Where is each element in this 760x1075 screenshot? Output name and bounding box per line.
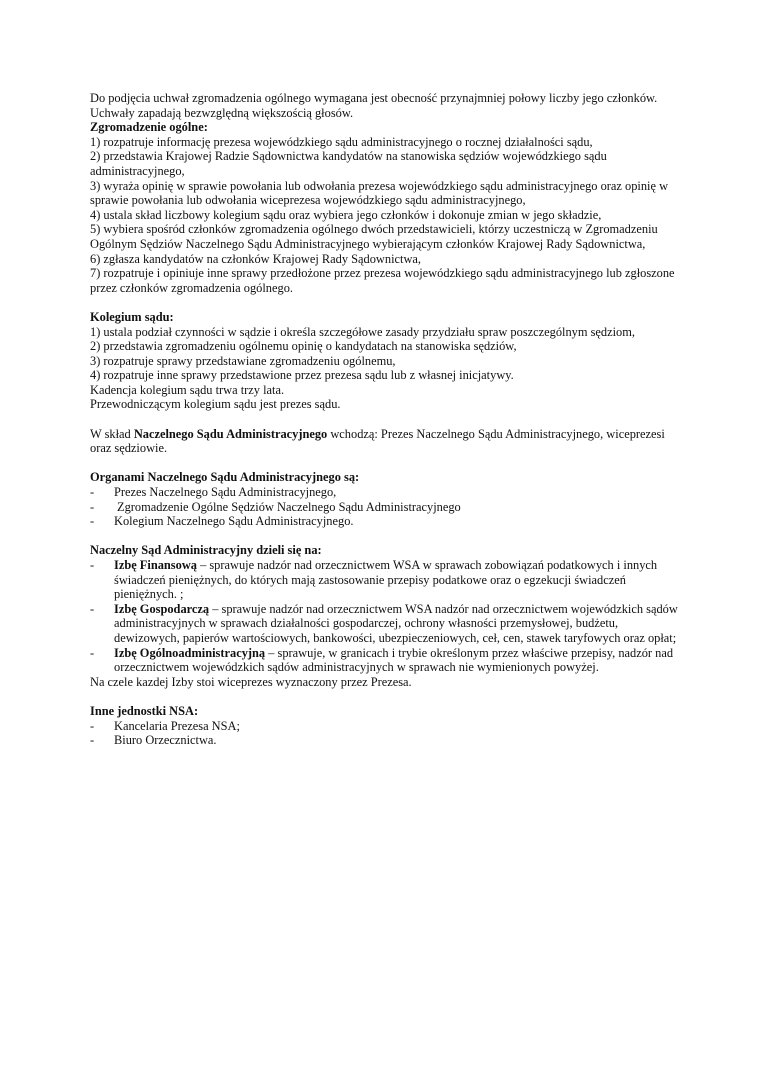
sklad-bold: Naczelnego Sądu Administracyjnego bbox=[133, 426, 328, 441]
kolegium-przewodniczacy: Przewodniczącym kolegium sądu jest prezes sądu. bbox=[90, 397, 341, 412]
izby-heading: Naczelny Sąd Administracyjny dzieli się na: bbox=[90, 543, 322, 558]
document-page bbox=[90, 91, 680, 748]
kolegium-item: 4) rozpatruje inne sprawy przedstawione przez prezesa sądu lub z własnej inicjatywy. bbox=[90, 368, 514, 383]
dash-bullet: - bbox=[90, 558, 95, 572]
spacer bbox=[90, 529, 680, 544]
spacer bbox=[90, 689, 680, 704]
organy-heading: Organami Naczelnego Sądu Administracyjnego są: bbox=[90, 470, 360, 485]
kolegium-item: 2) przedstawia zgromadzeniu ogólnemu opinię o kandydatach na stanowiska sędziów, bbox=[90, 339, 517, 354]
izba-name: Izbę Gospodarczą bbox=[114, 601, 210, 616]
dash-bullet: - bbox=[90, 514, 95, 529]
spacer bbox=[90, 456, 680, 471]
spacer bbox=[90, 412, 680, 427]
zgromadzenie-item: 3) wyraża opinię w sprawie powołania lub odwołania prezesa wojewódzkiego sądu administracyjnego oraz opinię w sprawie powołania lub odwołania wiceprezesa wojewódzkiego sądu administracyjnego, bbox=[90, 178, 669, 208]
list-item bbox=[90, 719, 680, 734]
list-item bbox=[90, 514, 680, 529]
zgromadzenie-item: 4) ustala skład liczbowy kolegium sądu oraz wybiera jego członków i dokonuje zmian w jego składzie, bbox=[90, 207, 602, 222]
organy-item: Prezes Naczelnego Sądu Administracyjnego, bbox=[114, 485, 337, 500]
list-item bbox=[90, 485, 680, 500]
list-item bbox=[90, 558, 680, 602]
list-item bbox=[90, 500, 680, 515]
organy-item: Zgromadzenie Ogólne Sędziów Naczelnego Sądu Administracyjnego bbox=[117, 499, 461, 514]
zgromadzenie-item: 6) zgłasza kandydatów na członków Krajowej Rady Sądownictwa, bbox=[90, 251, 422, 266]
izba-text: – sprawuje nadzór nad orzecznictwem WSA w sprawach zobowiązań podatkowych i innych świadczeń pieniężnych, do których mają zastosowanie przepisy podatkowe oraz o egzekucji świadczeń pieniężnych. ; bbox=[114, 558, 658, 602]
kolegium-section bbox=[90, 310, 680, 412]
dash-bullet: - bbox=[90, 485, 95, 500]
izby-list bbox=[90, 558, 680, 675]
list-item bbox=[90, 646, 680, 675]
dash-bullet: - bbox=[90, 499, 95, 514]
sklad-prefix: W skład bbox=[90, 426, 134, 441]
spacer bbox=[90, 295, 680, 310]
dash-bullet: - bbox=[90, 645, 95, 660]
izba-name: Izbę Finansową bbox=[114, 558, 197, 572]
izby-section bbox=[90, 543, 680, 689]
izba-name: Izbę Ogólnoadministracyjną bbox=[114, 645, 266, 660]
inne-item: Biuro Orzecznictwa. bbox=[114, 733, 217, 748]
izba-text: – sprawuje nadzór nad orzecznictwem WSA nadzór nad orzecznictwem wojewódzkich sądów administracyjnych w sprawach działalności gospodarczej, ochrony własności przemysłowej, budżetu, dewizowych, papierów wartościowych, bankowości, ubezpieczeniowych, ceł, cen, stawek taryfowych oraz opłat; bbox=[114, 601, 678, 645]
sklad-paragraph bbox=[90, 427, 680, 456]
dash-bullet: - bbox=[90, 601, 95, 616]
izba-text: – sprawuje, w granicach i trybie określonym przez właściwe przepisy, nadzór nad orzecznictwem wojewódzkich sądów administracyjnych w sprawach nie wymienionych powyżej. bbox=[114, 645, 674, 675]
dash-bullet: - bbox=[90, 733, 95, 748]
zgromadzenie-item: 2) przedstawia Krajowej Radzie Sądownictwa kandydatów na stanowiska sędziów wojewódzkiego sądu administracyjnego, bbox=[90, 149, 607, 178]
inne-section bbox=[90, 704, 680, 748]
kolegium-kadencja: Kadencja kolegium sądu trwa trzy lata. bbox=[90, 382, 285, 397]
intro-paragraph: Do podjęcia uchwał zgromadzenia ogólnego wymagana jest obecność przynajmniej połowy liczby jego członków. Uchwały zapadają bezwzględną większością głosów. bbox=[90, 91, 658, 120]
organy-list bbox=[90, 485, 680, 529]
zgromadzenie-item: 7) rozpatruje i opiniuje inne sprawy przedłożone przez prezesa wojewódzkiego sądu administracyjnego lub zgłoszone przez członków zgromadzenia ogólnego. bbox=[90, 266, 675, 295]
kolegium-heading: Kolegium sądu: bbox=[90, 309, 174, 324]
zgromadzenie-item: 5) wybiera spośród członków zgromadzenia ogólnego dwóch przedstawicieli, którzy uczestniczą w Zgromadzeniu Ogólnym Sędziów Naczelnego Sądu Administracyjnego wybierającym członków Krajowej Rady Sądownictwa, bbox=[90, 222, 658, 251]
organy-item: Kolegium Naczelnego Sądu Administracyjnego. bbox=[114, 514, 354, 529]
zgromadzenie-section bbox=[90, 120, 680, 295]
izby-note: Na czele kazdej Izby stoi wiceprezes wyznaczony przez Prezesa. bbox=[90, 674, 412, 689]
zgromadzenie-heading: Zgromadzenie ogólne: bbox=[90, 120, 208, 135]
inne-list bbox=[90, 719, 680, 748]
kolegium-item: 1) ustala podział czynności w sądzie i określa szczegółowe zasady przydziału spraw poszczególnym sędziom, bbox=[90, 324, 635, 339]
zgromadzenie-item: 1) rozpatruje informację prezesa wojewódzkiego sądu administracyjnego o rocznej działalności sądu, bbox=[90, 134, 593, 149]
kolegium-item: 3) rozpatruje sprawy przedstawiane zgromadzeniu ogólnemu, bbox=[90, 353, 396, 368]
list-item bbox=[90, 733, 680, 748]
inne-heading: Inne jednostki NSA: bbox=[90, 703, 199, 718]
inne-item: Kancelaria Prezesa NSA; bbox=[114, 718, 240, 733]
dash-bullet: - bbox=[90, 718, 95, 733]
list-item bbox=[90, 602, 680, 646]
sklad-suffix: wchodzą: Prezes Naczelnego Sądu Administracyjnego, wiceprezesi oraz sędziowie. bbox=[90, 426, 665, 456]
organy-section bbox=[90, 470, 680, 528]
